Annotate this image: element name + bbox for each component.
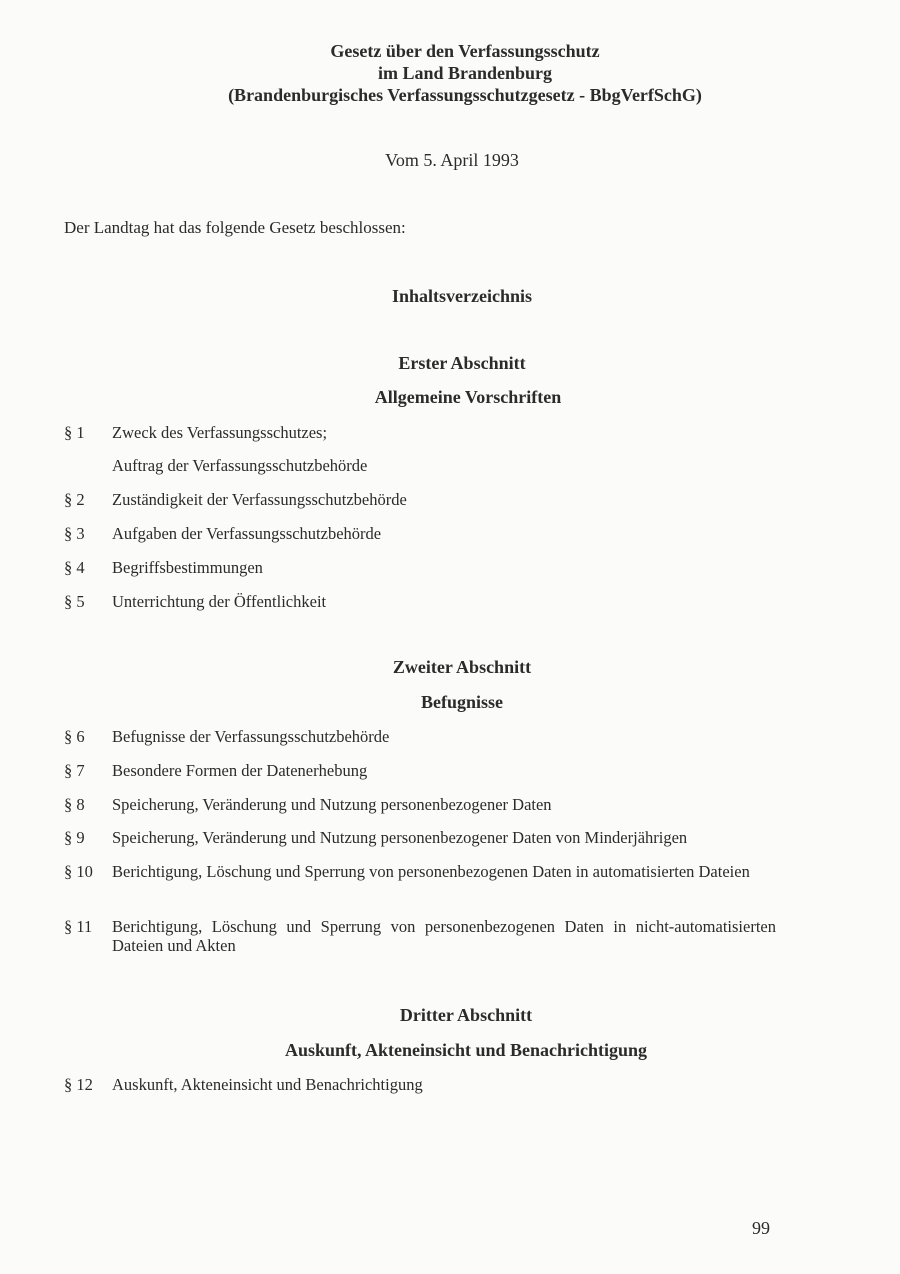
toc-entry-text: Zweck des Verfassungsschutzes; — [112, 423, 328, 442]
law-date: Vom 5. April 1993 — [385, 150, 519, 170]
toc-entry-number: § 12 — [64, 1075, 93, 1094]
toc-entry-text: Auskunft, Akteneinsicht und Benachrichtigung — [112, 1075, 423, 1094]
toc-entry-text: Begriffsbestimmungen — [112, 558, 263, 577]
toc-title: Inhaltsverzeichnis — [391, 286, 532, 306]
toc-entry — [64, 761, 776, 780]
toc-entry-text: Unterrichtung der Öffentlichkeit — [112, 592, 327, 611]
toc-entry-number: § 8 — [64, 795, 85, 814]
toc-entry-text: Berichtigung, Löschung und Sperrung von personenbezogenen Daten in automatisierten Dateien — [112, 862, 750, 881]
toc-entry — [64, 917, 776, 955]
toc-entry-number: § 4 — [64, 558, 85, 577]
toc-entry-text: Auftrag der Verfassungsschutzbehörde — [112, 456, 368, 475]
toc-entry-text: Besondere Formen der Datenerhebung — [112, 761, 368, 780]
toc-entry — [64, 795, 776, 814]
toc-entry — [64, 558, 776, 577]
toc-entry-text: Speicherung, Veränderung und Nutzung personenbezogener Daten — [112, 795, 552, 814]
toc-entry-number: § 2 — [64, 490, 85, 509]
section-1-name: Allgemeine Vorschriften — [374, 387, 562, 407]
toc-entry — [64, 1075, 776, 1094]
toc-entry-text: Berichtigung, Löschung und Sperrung von personenbezogenen Daten in nicht-automatisierten Dateien und Akten — [112, 917, 776, 955]
law-title — [15, 40, 900, 106]
toc-entry-text: Aufgaben der Verfassungsschutzbehörde — [112, 524, 382, 543]
intro-text: Der Landtag hat das folgende Gesetz beschlossen: — [64, 218, 406, 237]
toc-entry-text: Speicherung, Veränderung und Nutzung personenbezogener Daten von Minderjährigen — [112, 828, 688, 847]
toc-entry — [64, 423, 776, 442]
toc-entry-number: § 7 — [64, 761, 85, 780]
law-title-line-1: Gesetz über den Verfassungsschutz — [330, 41, 600, 61]
toc-entry — [64, 592, 776, 611]
section-3-number: Dritter Abschnitt — [399, 1005, 533, 1025]
section-3-name: Auskunft, Akteneinsicht und Benachrichtigung — [284, 1040, 648, 1060]
toc-entry-number: § 10 — [64, 862, 93, 881]
toc-entry — [64, 456, 776, 475]
toc-entry-number: § 3 — [64, 524, 85, 543]
toc-entry — [64, 862, 776, 881]
page-number: 99 — [752, 1218, 770, 1238]
toc-entry — [64, 828, 776, 847]
section-1-number: Erster Abschnitt — [398, 353, 526, 373]
toc-entry-number: § 6 — [64, 727, 85, 746]
toc-entry — [64, 727, 776, 746]
law-title-line-3: (Brandenburgisches Verfassungsschutzgesetz - BbgVerfSchG) — [228, 85, 702, 105]
section-2-name: Befugnisse — [420, 692, 503, 712]
section-2-number: Zweiter Abschnitt — [392, 657, 532, 677]
toc-entry-number: § 5 — [64, 592, 85, 611]
toc-entry-text: Befugnisse der Verfassungsschutzbehörde — [112, 727, 390, 746]
law-title-line-2: im Land Brandenburg — [377, 63, 553, 83]
toc-entry-text: Zuständigkeit der Verfassungsschutzbehörde — [112, 490, 407, 509]
toc-entry — [64, 524, 776, 543]
toc-entry-number: § 11 — [64, 917, 93, 936]
toc-entry — [64, 490, 776, 509]
toc-entry-number: § 1 — [64, 423, 85, 442]
toc-entry-number: § 9 — [64, 828, 85, 847]
